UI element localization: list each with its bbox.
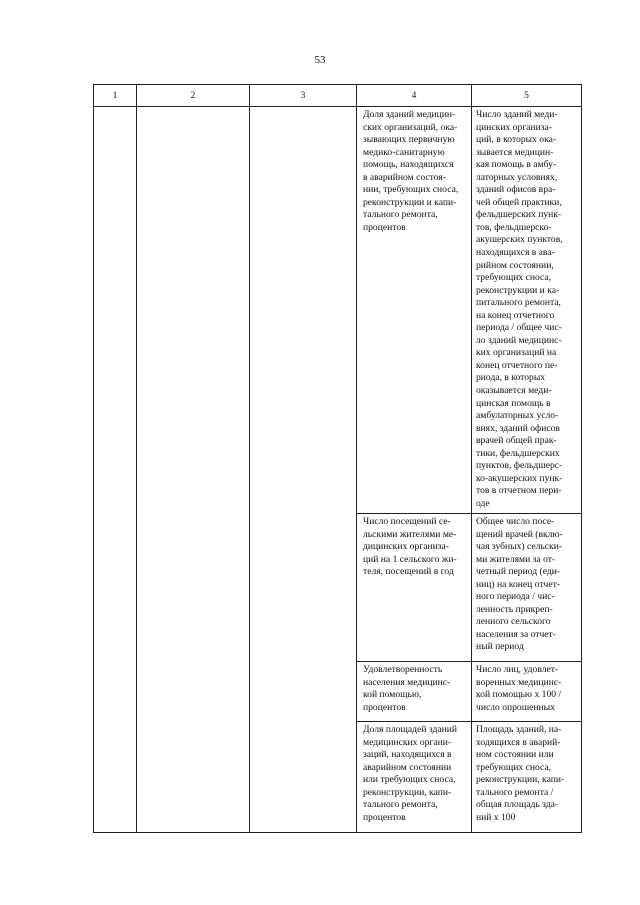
- cell-text-line: требующих сноса,: [476, 272, 552, 284]
- cell-text-line: реконструкции и ка-: [476, 284, 560, 296]
- cell-text-line: в аварийном состоя-: [363, 171, 446, 183]
- cell-text-line: процентов: [363, 811, 406, 823]
- indicator-name-cell: [357, 662, 472, 722]
- header-col-4: 4: [357, 85, 472, 107]
- cell-text-line: Число лиц, удовлет-: [476, 664, 559, 675]
- indicator-name-cell: [357, 107, 472, 514]
- calculation-method-cell: [472, 514, 582, 662]
- cell-text-line: медицинских органи-: [363, 736, 452, 748]
- cell-text-line: тального ремонта /: [476, 786, 554, 798]
- cell-text-line: помощь, находящихся: [363, 159, 454, 171]
- cell-text-line: конец отчетного пе-: [476, 359, 558, 371]
- cell-text-line: ций на 1 сельского жи-: [363, 553, 457, 565]
- cell-text-line: Общее число посе-: [476, 516, 555, 527]
- cell-text-line: Доля площадей зданий: [363, 724, 458, 735]
- cell-text-line: кой помощью х 100 /: [476, 689, 562, 701]
- cell-text-line: амбулаторных усло-: [476, 410, 559, 422]
- cell-text-line: ских организаций, ока-: [363, 121, 458, 133]
- header-col-3: 3: [250, 85, 357, 107]
- header-col-2: 2: [137, 85, 250, 107]
- cell-text-line: ходящихся в аварий-: [476, 736, 561, 748]
- cell-text-line: тального ремонта,: [363, 209, 438, 221]
- cell-text-line: ниц) на конец отчет-: [476, 578, 561, 590]
- cell-text-line: щений врачей (вклю-: [476, 528, 563, 540]
- cell-text-line: заций, находящихся в: [363, 749, 452, 761]
- cell-text-line: требующих сноса,: [476, 761, 552, 773]
- cell-text-line: зывается медицин-: [476, 146, 554, 158]
- header-col-1: 1: [94, 85, 137, 107]
- cell-text-line: латорных условиях,: [476, 171, 558, 183]
- cell-text-line: Число посещений се-: [363, 516, 451, 527]
- cell-text-line: ций, в которых ока-: [476, 134, 557, 146]
- cell-text-line: чая зубных) сельски-: [476, 541, 563, 553]
- cell-text-line: ких организаций на: [476, 347, 557, 359]
- cell-text-line: ный период: [476, 641, 524, 653]
- cell-text-line: нии, требующих сноса,: [363, 184, 459, 196]
- cell-text-line: ленного сельского: [476, 616, 551, 628]
- cell-text-line: тов, фельдшерско-: [476, 221, 552, 233]
- cell-text-line: тального ремонта,: [363, 799, 438, 811]
- calculation-method-cell: [472, 722, 582, 833]
- cell-text-line: риода, в которых: [476, 372, 546, 384]
- cell-text-line: теля, посещений в год: [363, 566, 454, 578]
- cell-text-line: Удовлетворенность: [363, 664, 443, 675]
- header-col-5: 5: [472, 85, 582, 107]
- cell-text-line: фельдшерских пунк-: [476, 209, 562, 221]
- header-row: [94, 85, 582, 107]
- table-row: [94, 107, 582, 514]
- cell-text-line: Число зданий меди-: [476, 109, 558, 120]
- cell-text-line: периода / общее чис-: [476, 322, 562, 334]
- cell-text-line: ном состоянии или: [476, 749, 554, 761]
- cell-text-line: цинских организа-: [476, 121, 552, 133]
- cell-text-line: оказывается меди-: [476, 385, 552, 397]
- cell-text-line: число опрошенных: [476, 701, 555, 713]
- cell-col-2: [137, 107, 250, 833]
- cell-text-line: аварийном состоянии: [363, 761, 452, 773]
- page-number: 53: [314, 54, 326, 66]
- cell-text-line: льскими жителями ме-: [363, 528, 457, 540]
- indicators-table: [93, 84, 582, 833]
- cell-text-line: реконструкции и капи-: [363, 196, 457, 208]
- cell-text-line: кая помощь в амбу-: [476, 159, 557, 171]
- cell-text-line: питального ремонта,: [476, 297, 561, 309]
- cell-col-3: [250, 107, 357, 833]
- cell-text-line: Доля зданий медицин-: [363, 109, 456, 120]
- cell-text-line: врачей общей прак-: [476, 435, 557, 447]
- cell-text-line: ний х 100: [476, 811, 516, 823]
- cell-text-line: тов в отчетном пери-: [476, 485, 562, 497]
- cell-text-line: воренных медицинс-: [476, 676, 562, 688]
- cell-text-line: акушерских пунктов,: [476, 234, 563, 246]
- cell-text-line: процентов: [363, 701, 406, 713]
- cell-text-line: цинская помощь в: [476, 397, 551, 409]
- cell-text-line: виях, зданий офисов: [476, 422, 560, 434]
- cell-text-line: Площадь зданий, на-: [476, 724, 562, 735]
- cell-text-line: кой помощью,: [363, 689, 422, 701]
- cell-text-line: чей общей практики,: [476, 196, 562, 208]
- cell-text-line: или требующих сноса,: [363, 774, 456, 786]
- cell-text-line: реконструкции, капи-: [363, 786, 452, 798]
- cell-text-line: ми жителями за от-: [476, 553, 556, 565]
- indicator-name-cell: [357, 514, 472, 662]
- indicator-name-cell: [357, 722, 472, 833]
- calculation-method-cell: [472, 107, 582, 514]
- cell-text-line: процентов: [363, 221, 406, 233]
- cell-text-line: пунктов, фельдшерс-: [476, 460, 563, 472]
- cell-text-line: зданий офисов вра-: [476, 184, 556, 196]
- cell-text-line: оде: [476, 497, 490, 509]
- cell-col-1: [94, 107, 137, 833]
- cell-text-line: находящихся в ава-: [476, 247, 555, 259]
- cell-text-line: ло зданий медицинс-: [476, 334, 562, 346]
- cell-text-line: на конец отчетного: [476, 309, 555, 321]
- calculation-method-cell: [472, 662, 582, 722]
- cell-text-line: ленность прикреп-: [476, 603, 553, 615]
- cell-text-line: медико-санитарную: [363, 146, 445, 158]
- cell-text-line: рийном состоянии,: [476, 259, 554, 271]
- cell-text-line: общая площадь зда-: [476, 799, 559, 811]
- cell-text-line: населения за отчет-: [476, 628, 556, 640]
- cell-text-line: реконструкции, капи-: [476, 774, 565, 786]
- cell-text-line: населения медицинс-: [363, 676, 451, 688]
- cell-text-line: тики, фельдшерских: [476, 447, 560, 459]
- cell-text-line: дицинских организа-: [363, 541, 449, 553]
- cell-text-line: зывающих первичную: [363, 134, 455, 146]
- cell-text-line: ко-акушерских пунк-: [476, 472, 563, 484]
- cell-text-line: четный период (еди-: [476, 566, 561, 578]
- cell-text-line: ного периода / чис-: [476, 591, 555, 603]
